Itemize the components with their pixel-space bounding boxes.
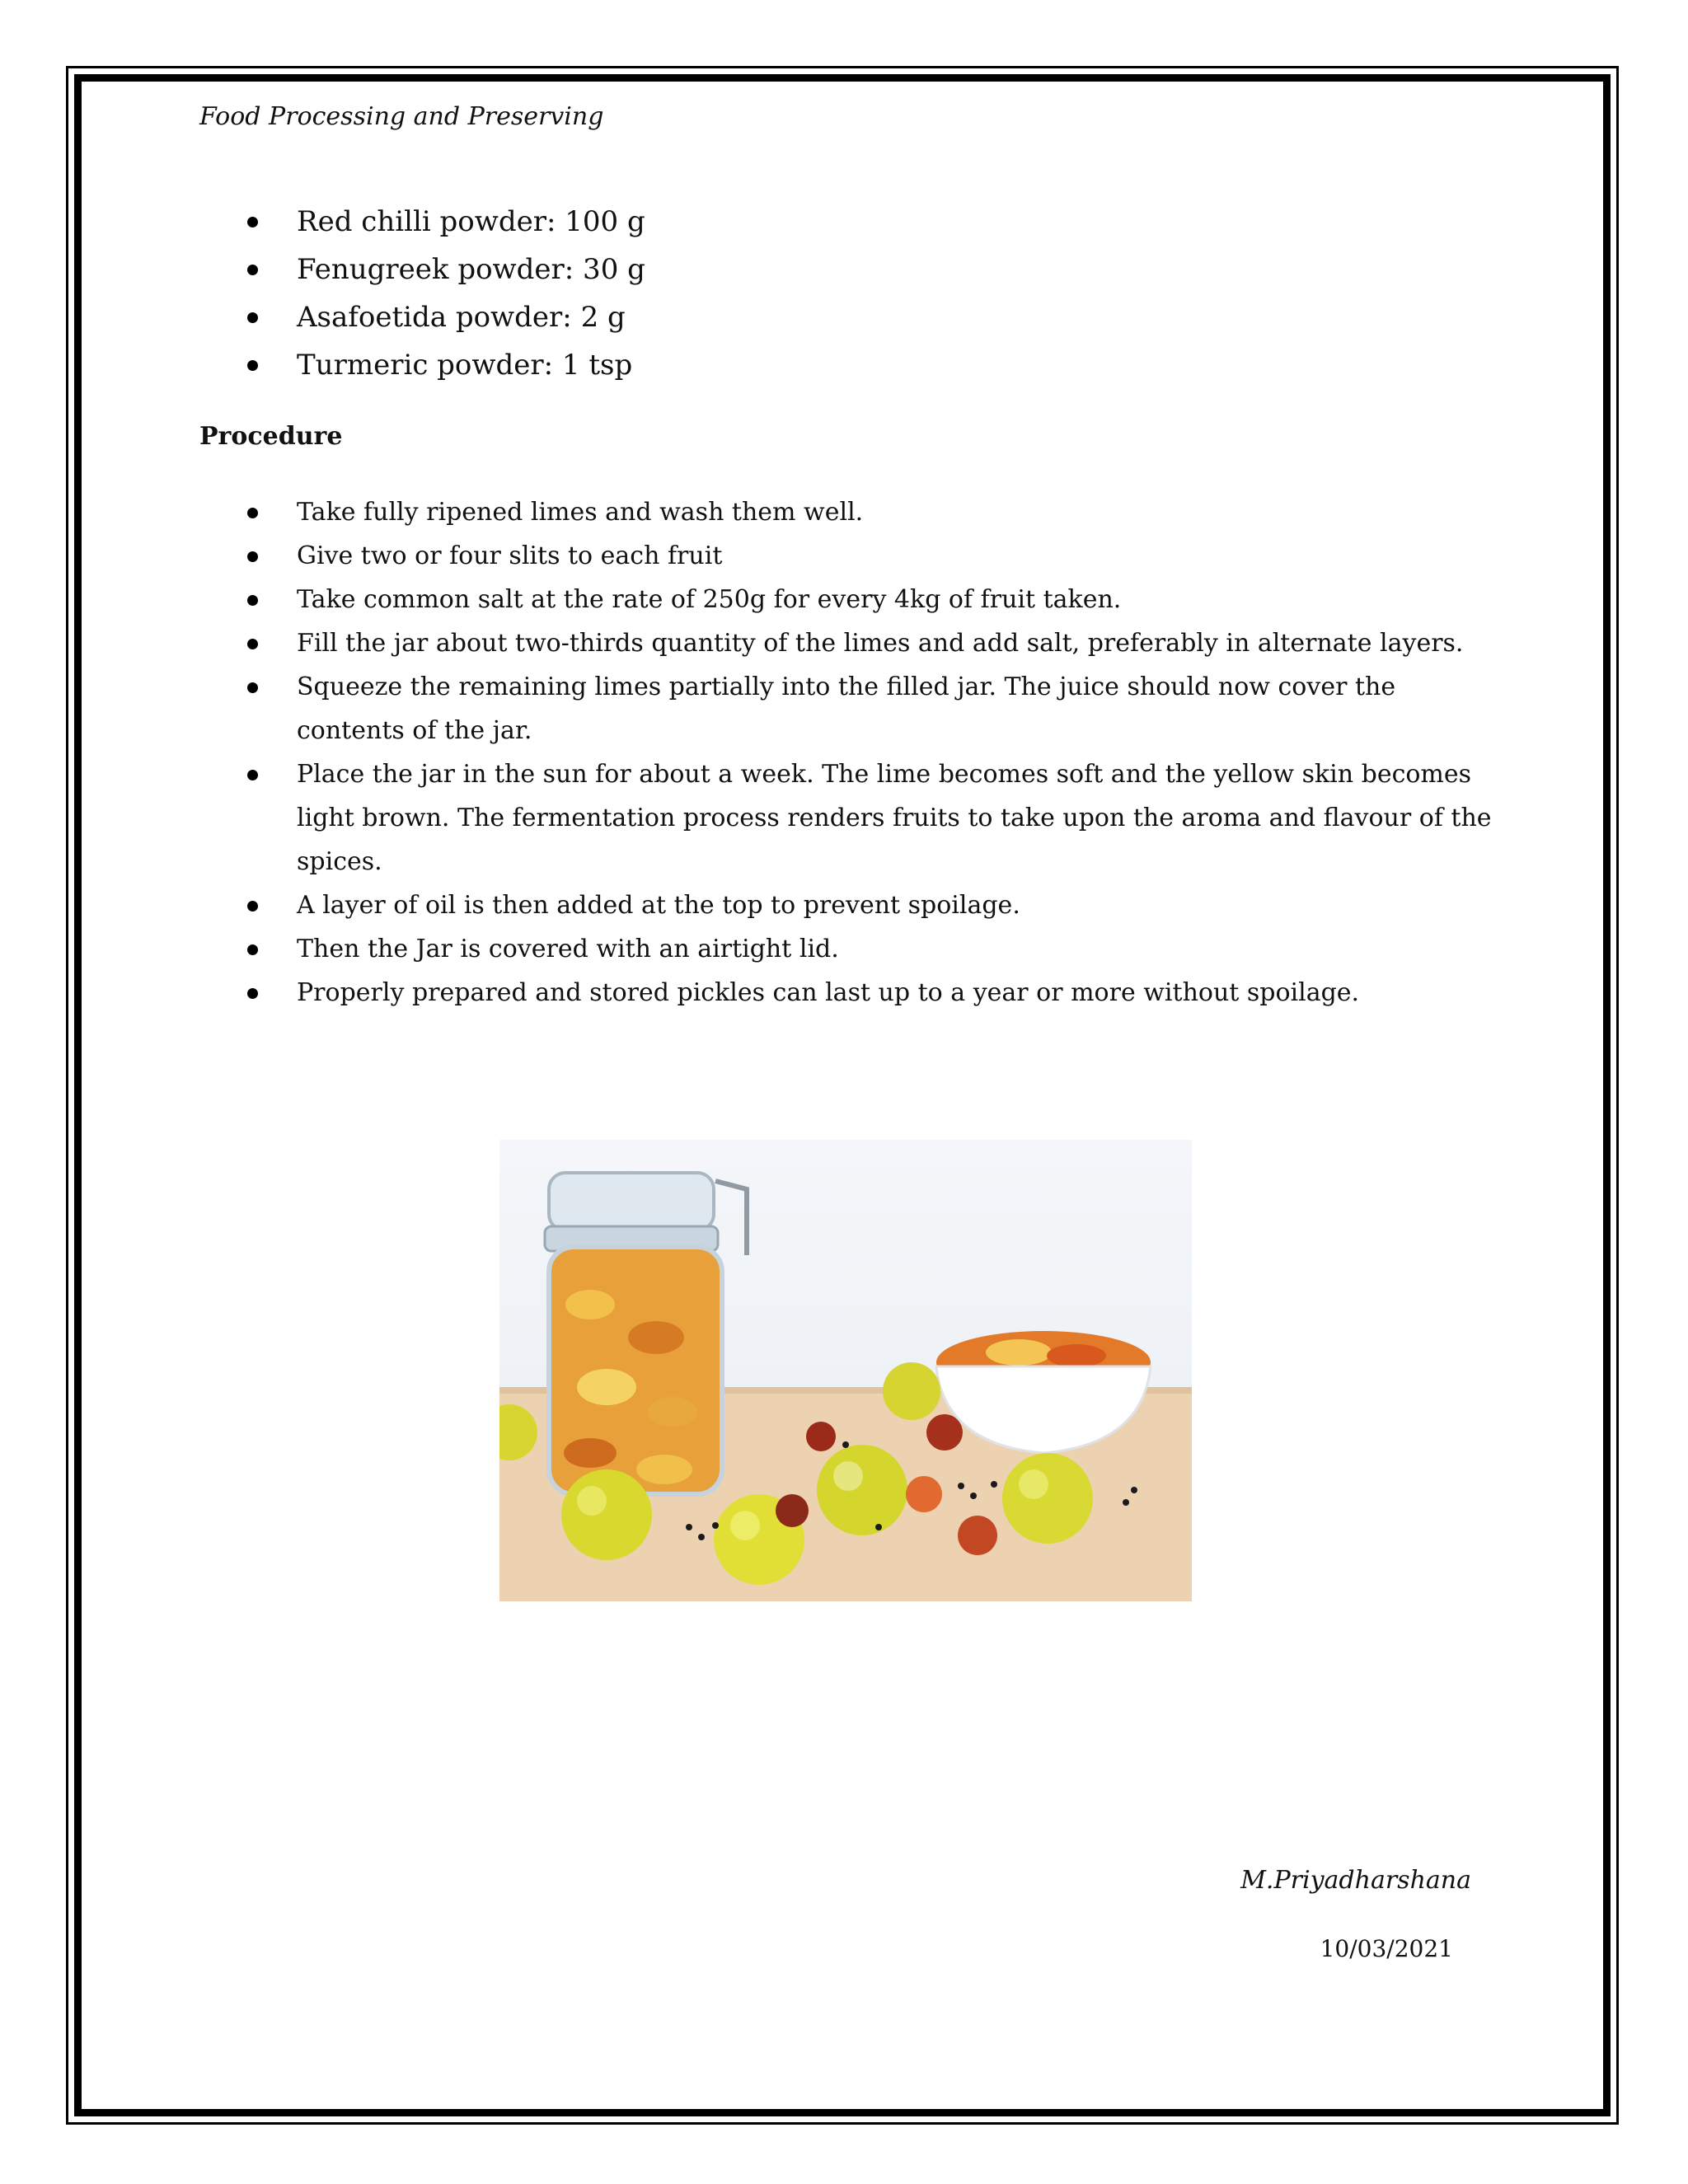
lime-pickle-photo — [499, 1140, 1192, 1601]
list-item: Squeeze the remaining limes partially into the filled jar. The juice should now cover the contents of the jar. — [199, 665, 1493, 752]
list-item: Properly prepared and stored pickles can last up to a year or more without spoilage. — [199, 971, 1493, 1015]
list-item: Asafoetida powder: 2 g — [199, 298, 1485, 345]
list-item: Fill the jar about two-thirds quantity of the limes and add salt, preferably in alternate layers. — [199, 621, 1493, 665]
list-item: Then the Jar is covered with an airtight lid. — [199, 927, 1493, 971]
list-item: Fenugreek powder: 30 g — [199, 250, 1485, 298]
glass-jar — [545, 1173, 747, 1494]
section-heading: Procedure — [199, 422, 343, 451]
list-item: Take fully ripened limes and wash them well. — [199, 490, 1493, 534]
document-date: 10/03/2021 — [1320, 1935, 1453, 1962]
list-item: A layer of oil is then added at the top to prevent spoilage. — [199, 883, 1493, 927]
running-header: Food Processing and Preserving — [199, 102, 604, 131]
author-signature: M.Priyadharshana — [1240, 1866, 1471, 1895]
ingredient-list — [199, 202, 1485, 393]
procedure-list — [199, 490, 1493, 1015]
list-item: Give two or four slits to each fruit — [199, 534, 1493, 578]
list-item: Turmeric powder: 1 tsp — [199, 345, 1485, 393]
list-item: Take common salt at the rate of 250g for every 4kg of fruit taken. — [199, 578, 1493, 621]
list-item: Red chilli powder: 100 g — [199, 202, 1485, 250]
list-item: Place the jar in the sun for about a week. The lime becomes soft and the yellow skin becomes light brown. The fermentation process renders fruits to take upon the aroma and flavour of the spices. — [199, 752, 1493, 883]
